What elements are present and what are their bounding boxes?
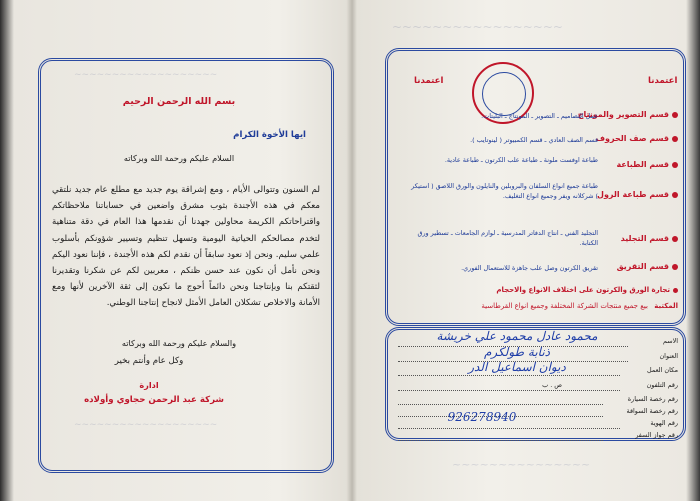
library-line: المكتبة بيع جميع منتجات الشركة المختلفة وجميع انواع القرطاسية [481,302,678,310]
department-desc: قسم الصف العادي ـ قسم الكمبيوتر ( لينوتايب ). [470,136,598,144]
field-label-workplace: مكان العمل [647,366,678,374]
wishes: وكل عام وأنتم بخير [114,356,184,366]
salam-closing: والسلام عليكم ورحمة الله وبركاته [121,338,237,348]
right-page [352,0,692,501]
left-page [14,0,346,501]
field-line-car-license [398,404,603,405]
field-line-id [398,428,620,429]
bleed-through-footer: ~~~~~~~~~~~~~~~ [452,458,591,471]
department-name: قسم التجليد [621,234,678,243]
adopted-label-right: اعتمدنا [648,76,678,86]
letter-body: لم السنون وتتوالى الأيام ، ومع إشراقة يوم جديد مع مطلع عام جديد نلتقي معكم في هذه الأجندة بثوب مشرق واضعين في حساباتنا ملاحظاتكم واقتراحاتكم الكريمة محاولين جهدنا أن نقدمها هذا العام في دقة متناهية لتخدم مصالحكم الحياتية اليومية وتسهل تنظيم وتسيير شؤونكم بأسلوب علمي سليم. ونحن إذ نعود سابقاً أن نقدم لكم هذه الأجندة ، فإننا نعود اليكم ونحن نأمل أن نكون عند حسن ظنكم ، معربين لكم عن شكرنا وتقديرنا لثقتكم بنا وبإنتاجنا ونحن دائماً أحوج ما نكون إلى ثقة الآخرين لأنها ومع الأمانة والاخلاص تشكلان العامل الأمثل لانجاح إنتاجنا الوطني. [52,185,320,309]
department-name: قسم التقريق [617,262,678,271]
department-desc: طباعة جميع انواع السلفان والبروبلين والنايلون والورق اللاصق ( استيكر ) شركلانه ويفر وجميع انواع التغليف. [411,182,598,200]
department-desc: التجليد الفني ـ انتاج الدفاتر المدرسية ـ لوازم الجامعات ـ تسطير ورق الكتابة. [417,229,598,247]
field-label-pobox: ص . ب [542,381,562,389]
bleed-through-text: ~~~~~~~~~~~~~~~~~~~ [74,70,218,80]
company-signature: شركة عبد الرحمن حجاوي وأولاده [84,395,224,405]
department-desc: تقريق الكرتون وصل علب جاهزة للاستعمال الفوري. [461,264,598,272]
adopted-label-left: اعتمدنا [414,76,444,86]
field-value-address: ذنابة طولكرم [483,345,550,359]
field-label-passport: رقم جواز السفر [635,431,678,439]
field-line-workplace [398,375,620,376]
field-label-name: الاسم [662,337,678,345]
department-name: قسم صف الحروف [596,134,678,143]
department-name: قسم الطباعة [616,160,678,169]
field-label-driving-license: رقم رخصة السواقة [626,407,678,415]
field-line-passport [398,440,603,441]
field-label-address: العنوان [659,352,678,360]
greeting-address: ايها الأخوة الكرام [233,130,306,140]
department-name: قسم التصوير والمونتاج [578,110,678,119]
department-desc: عمل التصاميم ـ التصوير ـ المونتاج ـ البليتات. [481,112,598,120]
admin-label: ادارة [139,380,159,390]
department-desc: طباعة اوفست ملونة ـ طباعة علب الكرتون ـ طباعة عادية. [444,156,598,164]
trade-line: تجارة الورق والكرتون على اختلاف الانواع والاحجام [496,286,678,294]
field-label-phone: رقم التلفون [646,381,678,389]
field-value-name: محمود عادل محمود علي خريشة [436,329,598,343]
field-label-id: رقم الهوية [650,419,678,427]
field-label-car-license: رقم رخصة السيارة [627,395,678,403]
department-name: قسم طباعة الرول [597,190,678,199]
basmala: بسم الله الرحمن الرحيم [122,96,236,107]
field-value-workplace: ديوان اسماعيل الدر [468,360,566,374]
field-line-phone [398,390,620,391]
salam-opening: السلام عليكم ورحمة الله وبركاته [123,153,235,163]
field-value-id: 926278940 [447,410,517,424]
bleed-through-header: ~~~~~~~~~~~~~~~~~ [392,20,563,34]
bleed-through-text-bottom: ~~~~~~~~~~~~~~~~~~~ [74,420,218,430]
